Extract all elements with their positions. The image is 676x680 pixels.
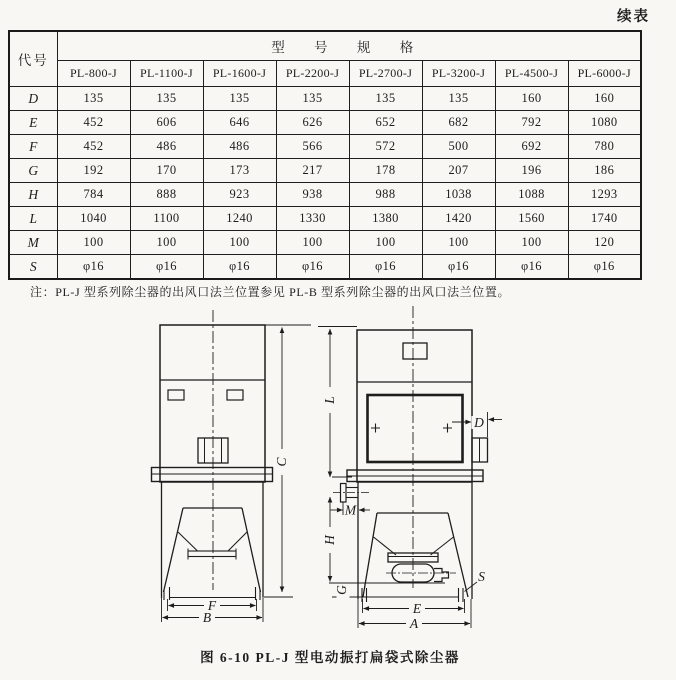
front-view	[152, 310, 273, 600]
spec-cell: 1293	[568, 183, 641, 207]
spec-cell: φ16	[568, 255, 641, 280]
spec-cell: 486	[203, 135, 276, 159]
spec-cell: 572	[349, 135, 422, 159]
spec-cell: φ16	[349, 255, 422, 280]
dim-label-g: G	[334, 585, 349, 595]
spec-cell: 486	[130, 135, 203, 159]
spec-cell: 452	[57, 111, 130, 135]
spec-cell: 1240	[203, 207, 276, 231]
leader-line-S	[465, 582, 478, 592]
leg-frame	[363, 513, 468, 597]
door-handles	[371, 424, 452, 433]
spec-cell: 652	[349, 111, 422, 135]
spec-cell: 170	[130, 159, 203, 183]
spec-cell: 792	[495, 111, 568, 135]
spec-cell: φ16	[57, 255, 130, 280]
discharge-flange	[188, 551, 236, 557]
model-header: PL-4500-J	[495, 61, 568, 87]
group-header: 型 号 规 格	[57, 31, 641, 61]
table-row	[9, 111, 641, 135]
corner-header: 代号	[9, 31, 57, 87]
spec-cell: 135	[203, 87, 276, 111]
table-row	[9, 183, 641, 207]
spec-cell: 100	[130, 231, 203, 255]
hopper	[374, 537, 454, 555]
dim-label-f: F	[207, 598, 217, 613]
spec-cell: 923	[203, 183, 276, 207]
spec-cell: φ16	[203, 255, 276, 280]
hopper	[178, 532, 247, 551]
row-code: D	[9, 87, 57, 111]
spec-cell: 135	[422, 87, 495, 111]
dim-label-m: M	[344, 502, 357, 518]
spec-cell: 1330	[276, 207, 349, 231]
model-header: PL-6000-J	[568, 61, 641, 87]
spec-cell: 784	[57, 183, 130, 207]
row-code: M	[9, 231, 57, 255]
spec-cell: 1088	[495, 183, 568, 207]
group-header-row	[9, 31, 641, 61]
dim-label-d: D	[474, 415, 484, 430]
spec-cell: 888	[130, 183, 203, 207]
spec-cell: 1080	[568, 111, 641, 135]
spec-cell: 160	[568, 87, 641, 111]
side-view	[329, 306, 488, 602]
spec-cell: 1740	[568, 207, 641, 231]
dim-label-h: H	[322, 535, 337, 545]
spec-cell: 452	[57, 135, 130, 159]
dim-label-e: E	[412, 601, 422, 616]
spec-cell: 988	[349, 183, 422, 207]
spec-cell: 500	[422, 135, 495, 159]
spec-cell: 1380	[349, 207, 422, 231]
row-code: H	[9, 183, 57, 207]
model-header-row	[9, 61, 641, 87]
row-code: E	[9, 111, 57, 135]
dim-label-c: C	[274, 457, 289, 467]
spec-cell: 626	[276, 111, 349, 135]
spec-cell: 217	[276, 159, 349, 183]
model-header: PL-800-J	[57, 61, 130, 87]
spec-table	[8, 30, 642, 280]
spec-cell: 1040	[57, 207, 130, 231]
model-header: PL-2700-J	[349, 61, 422, 87]
rapping-motor-box	[403, 343, 427, 359]
leg-frame	[164, 508, 261, 592]
spec-cell: 100	[349, 231, 422, 255]
spec-cell: 646	[203, 111, 276, 135]
table-row	[9, 87, 641, 111]
spec-cell: 135	[349, 87, 422, 111]
model-header: PL-1100-J	[130, 61, 203, 87]
spec-cell: 100	[57, 231, 130, 255]
row-code: S	[9, 255, 57, 280]
vent-left	[168, 390, 184, 400]
row-code: L	[9, 207, 57, 231]
feet	[362, 588, 463, 602]
model-header: PL-2200-J	[276, 61, 349, 87]
spec-cell: φ16	[130, 255, 203, 280]
table-row	[9, 231, 641, 255]
table-row	[9, 159, 641, 183]
continued-table-label: 续表	[617, 9, 650, 25]
table-row	[9, 135, 641, 159]
figure-caption: 图 6-10 PL-J 型电动振打扁袋式除尘器	[200, 650, 460, 665]
spec-cell: 1560	[495, 207, 568, 231]
spec-cell: 682	[422, 111, 495, 135]
spec-cell: 135	[276, 87, 349, 111]
spec-cell: 196	[495, 159, 568, 183]
spec-cell: φ16	[422, 255, 495, 280]
table-row	[9, 207, 641, 231]
spec-cell: 692	[495, 135, 568, 159]
spec-cell: 1038	[422, 183, 495, 207]
dim-label-b: B	[202, 610, 212, 625]
spec-cell: 207	[422, 159, 495, 183]
row-code: F	[9, 135, 57, 159]
dimension-drawing	[0, 300, 676, 642]
model-header: PL-1600-J	[203, 61, 276, 87]
spec-cell: 192	[57, 159, 130, 183]
spec-cell: 186	[568, 159, 641, 183]
spec-cell: 160	[495, 87, 568, 111]
table-row	[9, 255, 641, 280]
spec-cell: 173	[203, 159, 276, 183]
spec-cell: 1100	[130, 207, 203, 231]
spec-cell: 100	[276, 231, 349, 255]
spec-cell: φ16	[495, 255, 568, 280]
spec-cell: 135	[57, 87, 130, 111]
vent-right	[227, 390, 243, 400]
spec-cell: 120	[568, 231, 641, 255]
spec-cell: φ16	[276, 255, 349, 280]
spec-cell: 606	[130, 111, 203, 135]
model-header: PL-3200-J	[422, 61, 495, 87]
row-code: G	[9, 159, 57, 183]
spec-cell: 135	[130, 87, 203, 111]
spec-cell: 938	[276, 183, 349, 207]
spec-cell: 100	[495, 231, 568, 255]
dim-label-l: L	[322, 396, 337, 404]
table-footnote: 注：PL-J 型系列除尘器的出风口法兰位置参见 PL-B 型系列除尘器的出风口法兰位置。	[30, 285, 511, 299]
spec-cell: 100	[203, 231, 276, 255]
spec-cell: 1420	[422, 207, 495, 231]
spec-cell: 178	[349, 159, 422, 183]
spec-cell: 566	[276, 135, 349, 159]
spec-cell: 100	[422, 231, 495, 255]
spec-cell: 780	[568, 135, 641, 159]
dim-label-a: A	[409, 616, 419, 631]
dim-label-s: S	[478, 569, 485, 584]
